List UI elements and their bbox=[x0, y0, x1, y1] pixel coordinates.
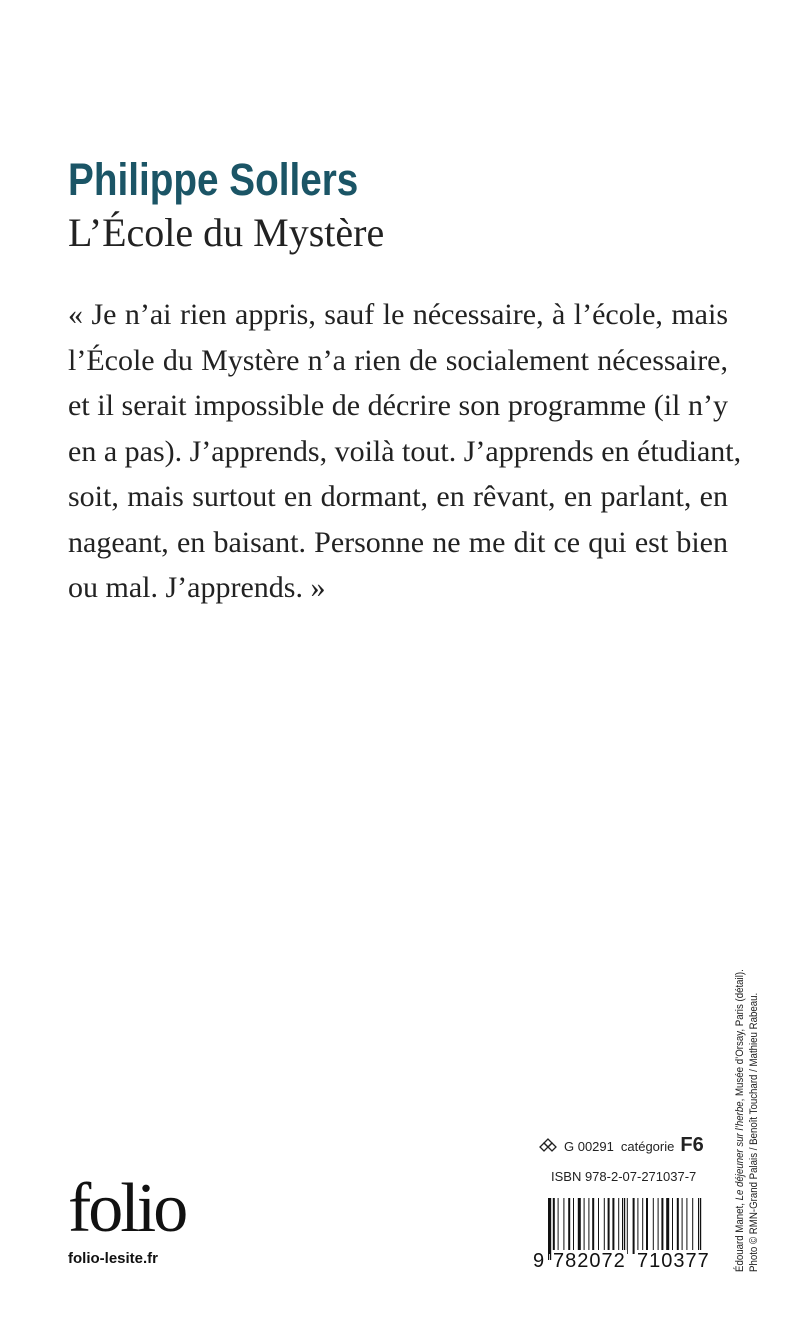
barcode-bar bbox=[642, 1198, 643, 1254]
credit-line-photo: Photo © RMN-Grand Palais / Benoît Touchard / Mathieu Rabeau. bbox=[748, 992, 760, 1272]
category-value: F6 bbox=[680, 1134, 704, 1156]
barcode-bar bbox=[658, 1198, 659, 1254]
blurb-line: soit, mais surtout en dormant, en rêvant, en parlant, en bbox=[68, 480, 728, 513]
photo-credit bbox=[733, 872, 761, 1272]
barcode-bar bbox=[588, 1198, 589, 1254]
classification-line bbox=[538, 1134, 704, 1157]
blurb-line: l’École du Mystère n’a rien de socialement nécessaire, bbox=[68, 343, 728, 377]
barcode-bar bbox=[584, 1198, 585, 1254]
blurb-line: en a pas). J’apprends, voilà tout. J’apprends en étudiant, bbox=[68, 434, 742, 468]
barcode-bar bbox=[666, 1198, 669, 1254]
barcode-bar bbox=[568, 1198, 570, 1254]
barcode-bar bbox=[661, 1198, 663, 1254]
barcode-first-digit: 9 bbox=[533, 1250, 546, 1272]
gallimard-logo-icon bbox=[538, 1138, 558, 1154]
barcode-guard-bar bbox=[548, 1198, 549, 1260]
folio-logo: folio bbox=[68, 1170, 186, 1247]
barcode-bar bbox=[573, 1198, 574, 1254]
barcode-bar bbox=[608, 1198, 610, 1254]
publisher-website: folio-lesite.fr bbox=[68, 1250, 159, 1267]
barcode-bar bbox=[558, 1198, 559, 1254]
barcode-bar bbox=[633, 1198, 635, 1254]
blurb-line: « Je n’ai rien appris, sauf le nécessaire, à l’école, mais bbox=[68, 298, 728, 331]
catalog-code: G 00291 bbox=[564, 1139, 614, 1154]
barcode-bar bbox=[627, 1198, 628, 1254]
barcode-bar bbox=[677, 1198, 679, 1254]
credit-artist: Édouard Manet, bbox=[734, 1200, 746, 1272]
back-cover-blurb bbox=[68, 292, 742, 611]
book-title: L’École du Mystère bbox=[68, 210, 385, 255]
barcode bbox=[532, 1198, 722, 1278]
barcode-bar bbox=[653, 1198, 654, 1254]
barcode-bar bbox=[612, 1198, 614, 1254]
credit-location: , Musée d’Orsay, Paris (détail). bbox=[734, 969, 746, 1102]
blurb-line: nageant, en baisant. Personne ne me dit ce qui est bien bbox=[68, 525, 728, 559]
barcode-bar bbox=[618, 1198, 619, 1254]
blurb-line: et il serait impossible de décrire son programme (il n’y bbox=[68, 389, 728, 422]
barcode-bar bbox=[672, 1198, 673, 1254]
barcode-bar bbox=[563, 1198, 564, 1254]
blurb-line: ou mal. J’apprends. » bbox=[68, 571, 326, 604]
barcode-bar bbox=[692, 1198, 693, 1254]
barcode-bar bbox=[598, 1198, 599, 1254]
credit-line-artwork bbox=[733, 920, 747, 1272]
barcode-bar bbox=[686, 1198, 687, 1254]
author-name: Philippe Sollers bbox=[68, 154, 359, 205]
isbn-number: ISBN 978-2-07-271037-7 bbox=[551, 1169, 697, 1184]
credit-artwork-title: Le déjeuner sur l’herbe bbox=[734, 1101, 746, 1201]
barcode-bar bbox=[592, 1198, 594, 1254]
barcode-bar bbox=[604, 1198, 605, 1254]
barcode-bar bbox=[637, 1198, 638, 1254]
barcode-bar bbox=[553, 1198, 555, 1254]
barcode-bar bbox=[682, 1198, 683, 1254]
barcode-bar bbox=[578, 1198, 581, 1254]
barcode-right-group: 710377 bbox=[637, 1250, 710, 1272]
barcode-left-group: 782072 bbox=[553, 1250, 626, 1272]
category-label: catégorie bbox=[620, 1139, 675, 1154]
barcode-bar bbox=[646, 1198, 648, 1254]
